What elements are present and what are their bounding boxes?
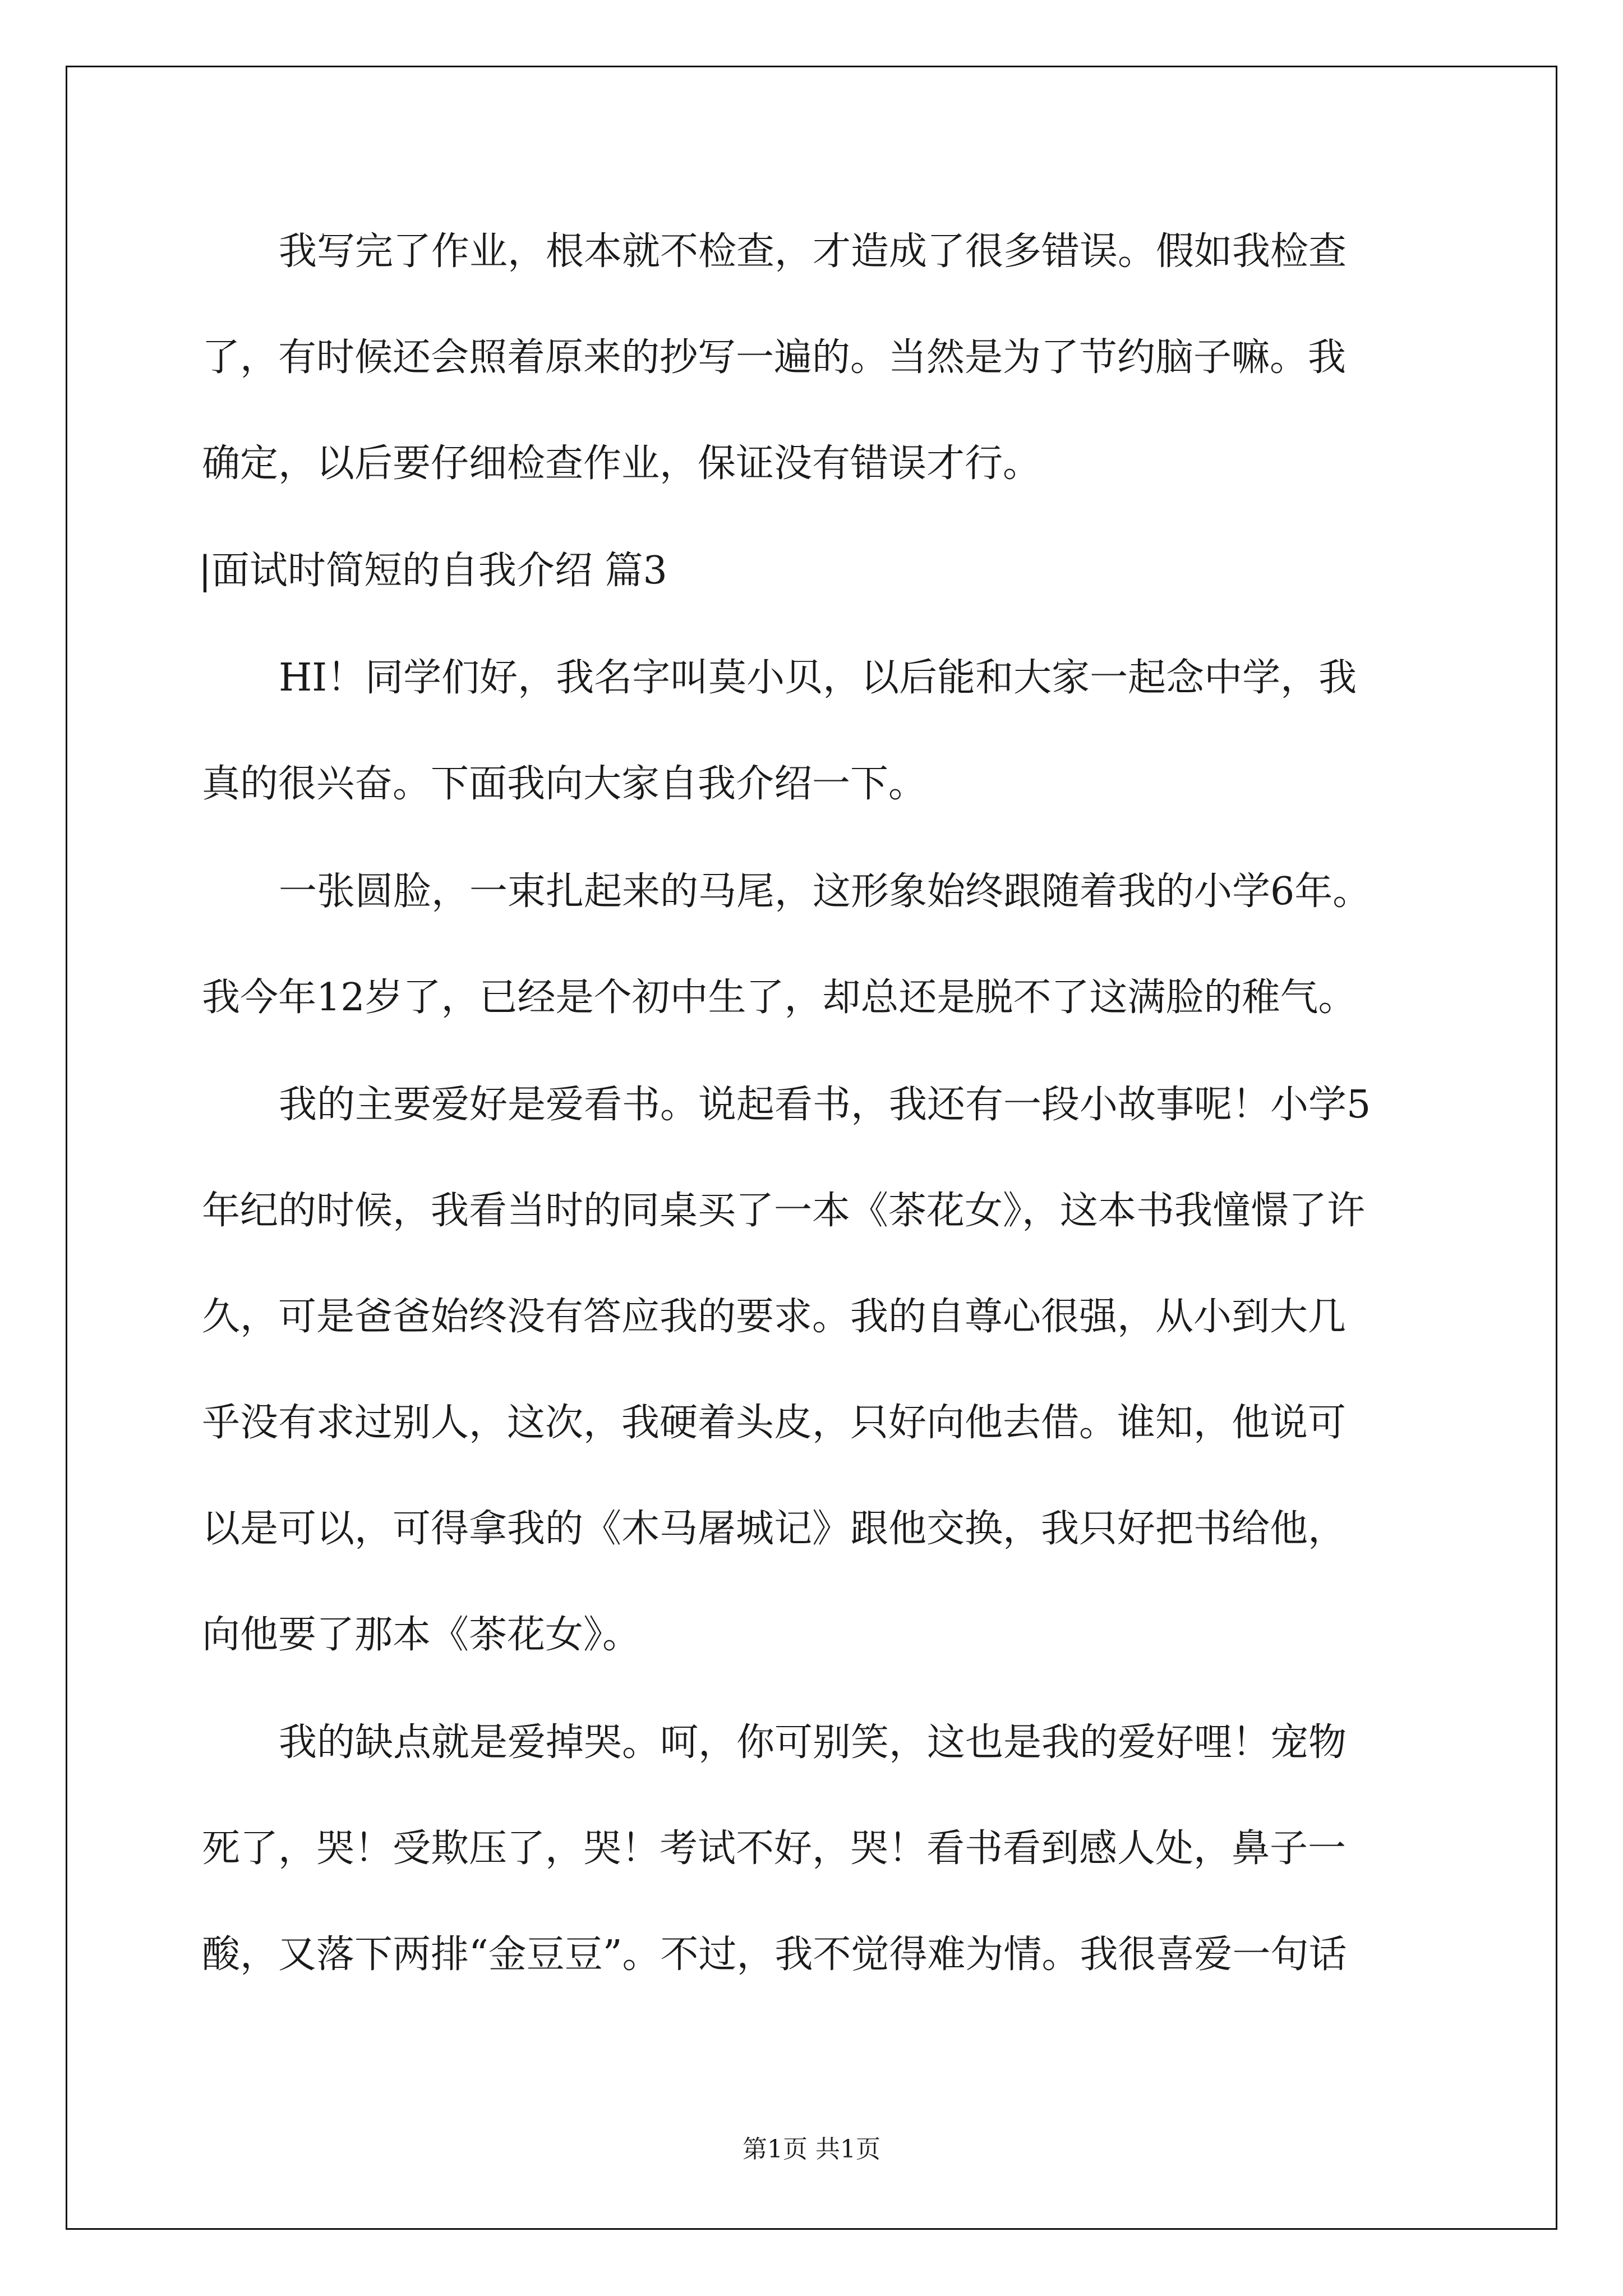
paragraph-4-line-4: 乎没有求过别人，这次，我硬着头皮，只好向他去借。谁知，他说可 [202, 1401, 1347, 1445]
paragraph-2-line-2: 真的很兴奋。下面我向大家自我介绍一下。 [202, 762, 927, 806]
paragraph-1-line-1: 我写完了作业，根本就不检查，才造成了很多错误。假如我检查 [279, 229, 1347, 274]
paragraph-4-line-2: 年纪的时候，我看当时的同桌买了一本《茶花女》，这本书我憧憬了许 [202, 1189, 1366, 1233]
paragraph-2-line-1: HI！同学们好，我名字叫莫小贝，以后能和大家一起念中学，我 [279, 656, 1357, 700]
paragraph-1-line-3: 确定，以后要仔细检查作业，保证没有错误才行。 [202, 441, 1041, 486]
paragraph-4-line-3: 久，可是爸爸始终没有答应我的要求。我的自尊心很强，从小到大几 [202, 1295, 1347, 1339]
page-footer: 第1页 共1页 [743, 2135, 880, 2164]
paragraph-5-line-3: 酸，又落下两排“金豆豆”。不过，我不觉得难为情。我很喜爱一句话 [202, 1932, 1347, 1977]
paragraph-4-line-6: 向他要了那本《茶花女》。 [202, 1613, 641, 1657]
paragraph-1-line-2: 了，有时候还会照着原来的抄写一遍的。当然是为了节约脑子嘛。我 [202, 335, 1347, 380]
paragraph-3-line-2: 我今年12岁了，已经是个初中生了，却总还是脱不了这满脸的稚气。 [202, 976, 1357, 1020]
paragraph-5-line-1: 我的缺点就是爱掉哭。呵，你可别笑，这也是我的爱好哩！宠物 [279, 1720, 1347, 1765]
section-heading: |面试时简短的自我介绍 篇3 [199, 549, 667, 593]
page-border [66, 66, 1557, 2230]
paragraph-3-line-1: 一张圆脸，一束扎起来的马尾，这形象始终跟随着我的小学6年。 [279, 869, 1371, 914]
paragraph-4-line-1: 我的主要爱好是爱看书。说起看书，我还有一段小故事呢！小学5 [279, 1083, 1371, 1127]
paragraph-5-line-2: 死了，哭！受欺压了，哭！考试不好，哭！看书看到感人处，鼻子一 [202, 1826, 1347, 1871]
paragraph-4-line-5: 以是可以，可得拿我的《木马屠城记》跟他交换，我只好把书给他， [202, 1507, 1347, 1551]
